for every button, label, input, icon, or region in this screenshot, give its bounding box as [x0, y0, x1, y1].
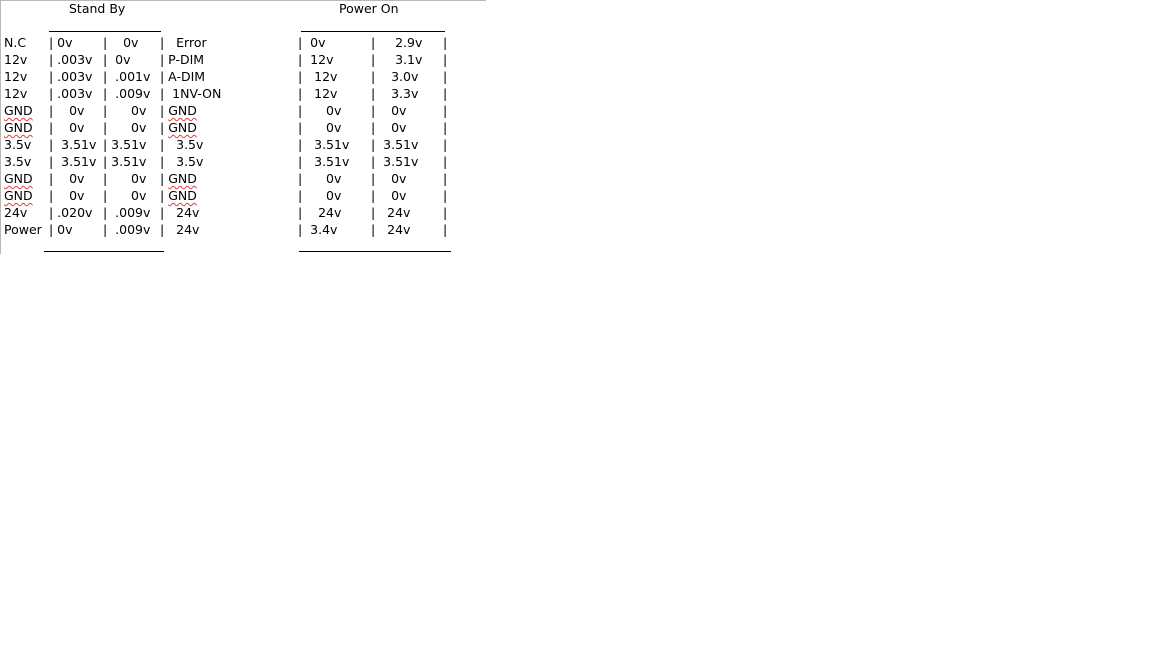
standby-col2-cell: | .009v [103, 205, 151, 220]
standby-col2-cell: | .009v [103, 86, 151, 101]
poweron-col2-cell: | 3.3v [371, 86, 419, 101]
row-end-bar: | [443, 86, 448, 101]
standby-col2-cell: | 3.51v [103, 137, 147, 152]
poweron-col2-cell: | 24v [371, 205, 411, 220]
pin-label: 3.5v [4, 154, 32, 169]
spellcheck-flagged-word: GND [4, 188, 33, 203]
signal-name-cell: | 1NV-ON [160, 86, 222, 101]
row-end-bar: | [443, 188, 448, 203]
poweron-col2-cell: | 2.9v [371, 35, 423, 50]
standby-col1-cell: | 0v [49, 171, 85, 186]
heading-poweron: Power On [339, 1, 399, 16]
signal-name-cell: | GND [160, 120, 197, 135]
spellcheck-flagged-word: GND [168, 188, 197, 203]
pin-label: Power [4, 222, 42, 237]
pin-label: 3.5v [4, 137, 32, 152]
standby-col2-cell: | 0v [103, 171, 147, 186]
spellcheck-flagged-word: GND [4, 103, 33, 118]
standby-col1-cell: | .003v [49, 86, 93, 101]
poweron-col2-cell: | 3.51v [371, 137, 419, 152]
pin-label: 12v [4, 86, 28, 101]
poweron-col2-cell: | 0v [371, 171, 407, 186]
poweron-col1-cell: | 0v [298, 120, 342, 135]
pin-label [4, 170, 33, 187]
poweron-col2-cell: | 0v [371, 188, 407, 203]
row-end-bar: | [443, 205, 448, 220]
standby-top-rule [49, 31, 161, 32]
standby-col2-cell: | .001v [103, 69, 151, 84]
spellcheck-flagged-word: GND [4, 171, 33, 186]
signal-name-cell: | GND [160, 188, 197, 203]
standby-col2-cell: | 0v [103, 35, 139, 50]
standby-col2-cell: | 0v [103, 188, 147, 203]
pin-label: 12v [4, 52, 28, 67]
signal-name-cell: | 3.5v [160, 137, 204, 152]
row-end-bar: | [443, 171, 448, 186]
pin-label [4, 187, 33, 204]
poweron-col1-cell: | 0v [298, 103, 342, 118]
pin-label: N.C [4, 35, 27, 50]
poweron-col1-cell: | 12v [298, 69, 338, 84]
signal-name-cell: | P-DIM [160, 52, 205, 67]
spellcheck-flagged-word: GND [168, 120, 197, 135]
standby-col2-cell: | 0v [103, 120, 147, 135]
poweron-col1-cell: | 3.51v [298, 137, 350, 152]
poweron-col1-cell: | 12v [298, 52, 334, 67]
standby-col1-cell: | .003v [49, 52, 93, 67]
poweron-col2-cell: | 0v [371, 120, 407, 135]
poweron-col1-cell: | 3.51v [298, 154, 350, 169]
row-end-bar: | [443, 103, 448, 118]
standby-col1-cell: | 3.51v [49, 137, 97, 152]
standby-col1-cell: | .020v [49, 205, 93, 220]
frame-left-border [0, 0, 1, 254]
poweron-col2-cell: | 24v [371, 222, 411, 237]
standby-col1-cell: | 0v [49, 120, 85, 135]
poweron-col2-cell: | 0v [371, 103, 407, 118]
pin-label [4, 119, 33, 136]
poweron-col1-cell: | 0v [298, 171, 342, 186]
standby-col1-cell: | 0v [49, 222, 73, 237]
signal-name-cell: | 3.5v [160, 154, 204, 169]
row-end-bar: | [443, 120, 448, 135]
standby-bottom-rule [44, 251, 164, 252]
poweron-top-rule [301, 31, 445, 32]
row-end-bar: | [443, 154, 448, 169]
spellcheck-flagged-word: GND [168, 171, 197, 186]
standby-col2-cell: | .009v [103, 222, 151, 237]
poweron-col1-cell: | 0v [298, 188, 342, 203]
standby-col2-cell: | 3.51v [103, 154, 147, 169]
row-end-bar: | [443, 52, 448, 67]
standby-col1-cell: | .003v [49, 69, 93, 84]
standby-col1-cell: | 0v [49, 188, 85, 203]
standby-col2-cell: | 0v [103, 52, 131, 67]
standby-col1-cell: | 3.51v [49, 154, 97, 169]
spellcheck-flagged-word: GND [4, 120, 33, 135]
spellcheck-flagged-word: GND [168, 103, 197, 118]
standby-col2-cell: | 0v [103, 103, 147, 118]
signal-name-cell: | GND [160, 103, 197, 118]
pin-label [4, 102, 33, 119]
poweron-col2-cell: | 3.1v [371, 52, 423, 67]
row-end-bar: | [443, 137, 448, 152]
poweron-col2-cell: | 3.0v [371, 69, 419, 84]
standby-col1-cell: | 0v [49, 35, 73, 50]
heading-standby: Stand By [69, 1, 126, 16]
pin-label: 24v [4, 205, 28, 220]
row-end-bar: | [443, 69, 448, 84]
pin-label: 12v [4, 69, 28, 84]
signal-name-cell: | 24v [160, 205, 200, 220]
poweron-col1-cell: | 12v [298, 86, 338, 101]
row-end-bar: | [443, 35, 448, 50]
poweron-col1-cell: | 3.4v [298, 222, 338, 237]
row-end-bar: | [443, 222, 448, 237]
signal-name-cell: | GND [160, 171, 197, 186]
signal-name-cell: | 24v [160, 222, 200, 237]
signal-name-cell: | Error [160, 35, 207, 50]
standby-col1-cell: | 0v [49, 103, 85, 118]
poweron-col1-cell: | 0v [298, 35, 326, 50]
poweron-col2-cell: | 3.51v [371, 154, 419, 169]
poweron-col1-cell: | 24v [298, 205, 342, 220]
signal-name-cell: | A-DIM [160, 69, 206, 84]
poweron-bottom-rule [299, 251, 451, 252]
